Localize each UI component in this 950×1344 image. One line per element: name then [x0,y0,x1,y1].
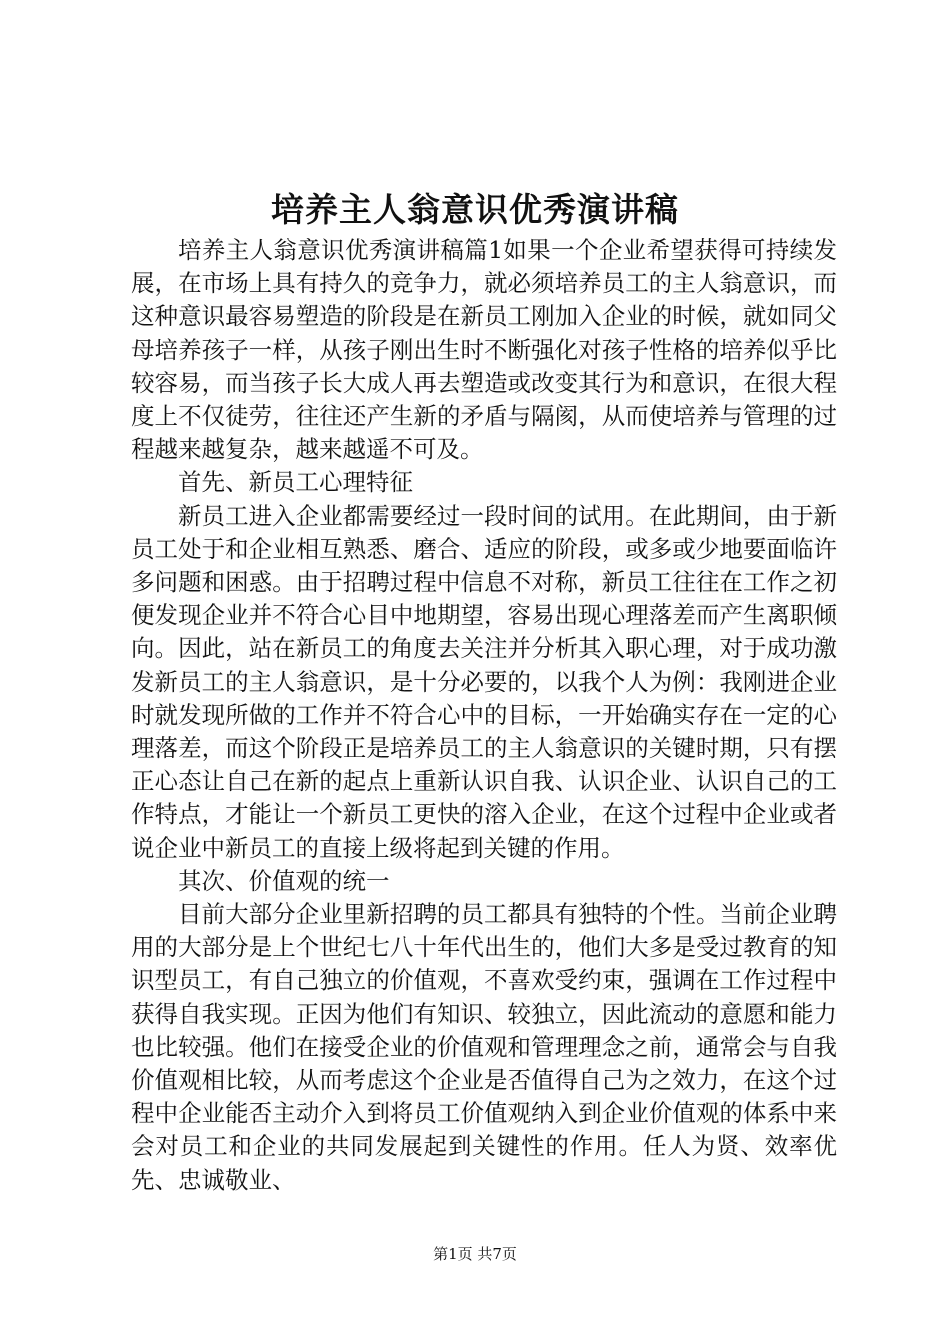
paragraph-new-employee: 新员工进入企业都需要经过一段时间的试用。在此期间，由于新员工处于和企业相互熟悉、磨合、适应的阶段，或多或少地要面临许多问题和困惑。由于招聘过程中信息不对称，新员工往往在工作之初便发现企业并不符合心目中地期望，容易出现心理落差而产生离职倾向。因此，站在新员工的角度去关注并分析其入职心理，对于成功激发新员工的主人翁意识，是十分必要的，以我个人为例：我刚进企业时就发现所做的工作并不符合心中的目标，一开始确实存在一定的心理落差，而这个阶段正是培养员工的主人翁意识的关键时期，只有摆正心态让自己在新的起点上重新认识自我、认识企业、认识自己的工作特点，才能让一个新员工更快的溶入企业，在这个过程中企业或者说企业中新员工的直接上级将起到关键的作用。 [131,501,837,862]
paragraph-intro: 培养主人翁意识优秀演讲稿篇1如果一个企业希望获得可持续发展，在市场上具有持久的竞争力，就必须培养员工的主人翁意识，而这种意识最容易塑造的阶段是在新员工刚加入企业的时候，就如同父母培养孩子一样，从孩子刚出生时不断强化对孩子性格的培养似乎比较容易，而当孩子长大成人再去塑造或改变其行为和意识，在很大程度上不仅徒劳，往往还产生新的矛盾与隔阂，从而使培养与管理的过程越来越复杂，越来越遥不可及。 [131,236,837,464]
section-heading-values-unity: 其次、价值观的统一 [178,866,390,895]
document-title: 培养主人翁意识优秀演讲稿 [271,190,679,229]
section-heading-new-employee-psychology: 首先、新员工心理特征 [178,468,413,497]
page-number-footer: 第1页 共7页 [433,1245,517,1263]
document-body [131,234,837,1197]
paragraph-values: 目前大部分企业里新招聘的员工都具有独特的个性。当前企业聘用的大部分是上个世纪七八十年代出生的，他们大多是受过教育的知识型员工，有自己独立的价值观，不喜欢受约束，强调在工作过程中获得自我实现。正因为他们有知识、较独立，因此流动的意愿和能力也比较强。他们在接受企业的价值观和管理理念之前，通常会与自我价值观相比较，从而考虑这个企业是否值得自己为之效力，在这个过程中企业能否主动介入到将员工价值观纳入到企业价值观的体系中来会对员工和企业的共同发展起到关键性的作用。任人为贤、效率优先、忠诚敬业、 [131,900,837,1194]
